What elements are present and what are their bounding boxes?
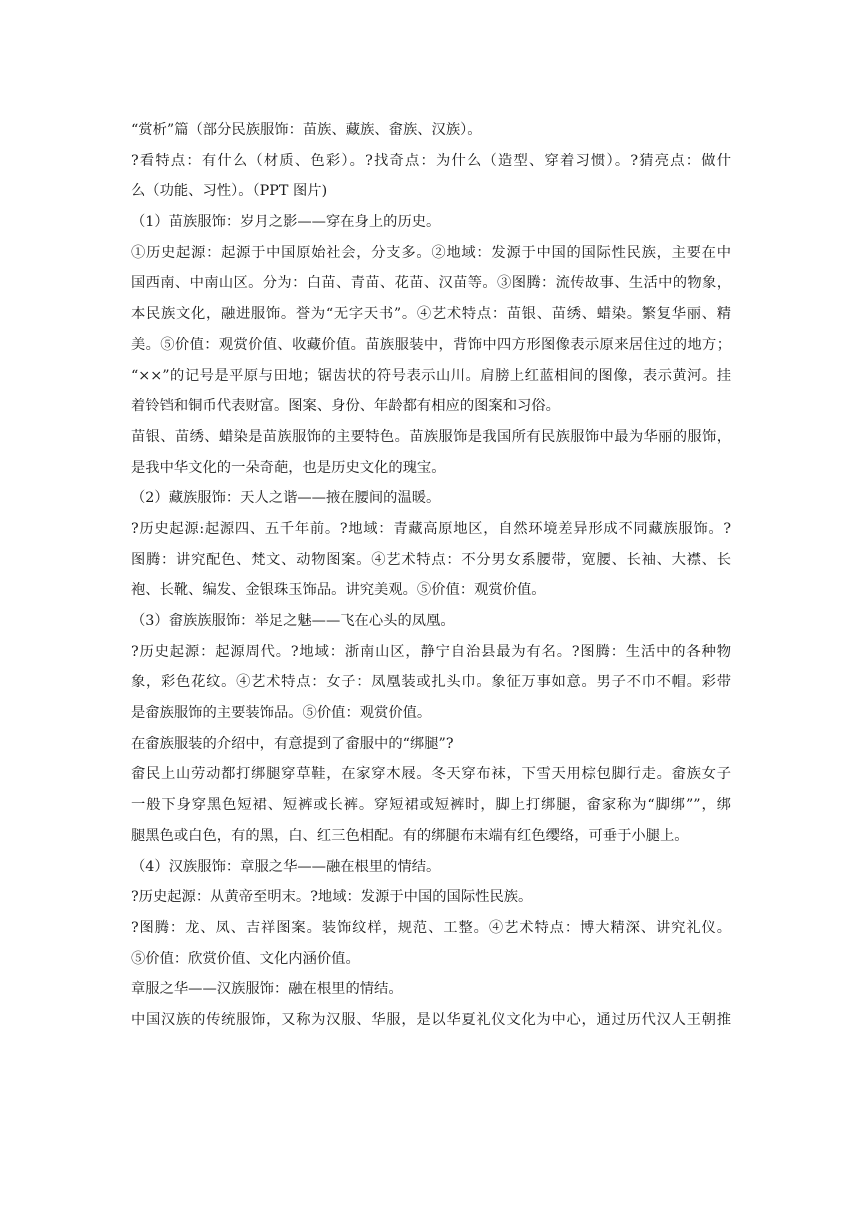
text-line: （3）畲族族服饰：举足之魅——飞在心头的凤凰。: [131, 613, 455, 629]
text-line: 图腾：讲究配色、梵文、动物图案。④艺术特点：不分男女系腰带，宽腰、长袖、大襟、长: [131, 551, 731, 568]
text-line: ?历史起源:起源四、五千年前。?地域：青藏高原地区，自然环境差异形成不同藏族服饰。?: [131, 520, 731, 537]
text-line: ①历史起源：起源于中国原始社会，分支多。②地域：发源于中国的国际性民族，主要在中: [131, 244, 731, 261]
text-line: 么（功能、习性）。（PPT 图片): [131, 183, 328, 200]
text-line: 腿黑色或白色，有的黑，白、红三色相配。有的绑腿布末端有红色缨络，可垂于小腿上。: [131, 827, 689, 844]
text-line: 是畲族服饰的主要装饰品。⑤价值：观赏价值。: [131, 705, 432, 722]
text-line: 中国汉族的传统服饰，又称为汉服、华服，是以华夏礼仪文化为中心，通过历代汉人王朝推: [131, 1011, 731, 1028]
text-line: 章服之华——汉族服饰：融在根里的情结。: [131, 981, 403, 998]
text-line: ?历史起源：从黄帝至明末。?地域：发源于中国的国际性民族。: [131, 889, 533, 906]
text-line: 象，彩色花纹。④艺术特点：女子：凤凰装或扎头巾。象征万事如意。男子不巾不帽。彩带: [131, 674, 731, 691]
document-body: [131, 115, 731, 1036]
text-line: 一般下身穿黑色短裙、短裤或长裤。穿短裙或短裤时，脚上打绑腿，畲家称为“脚绑””，绑: [131, 797, 731, 814]
text-line: （1）苗族服饰：岁月之影——穿在身上的历史。: [131, 214, 441, 231]
text-line: ?历史起源：起源周代。?地域：浙南山区，静宁自治县最为有名。?图腾：生活中的各种物: [131, 643, 731, 660]
text-line: ?图腾：龙、凤、吉祥图案。装饰纹样，规范、工整。④艺术特点：博大精深、讲究礼仪。: [131, 919, 731, 936]
text-line: 着铃铛和铜币代表财富。图案、身份、年龄都有相应的图案和习俗。: [131, 398, 560, 415]
text-line: “××”的记号是平原与田地；锯齿状的符号表示山川。肩膀上红蓝相间的图像，表示黄河。挂: [131, 367, 731, 384]
text-line: 美。⑤价值：观赏价值、收藏价值。苗族服装中，背饰中四方形图像表示原来居住过的地方；: [131, 336, 731, 353]
text-line: 是我中华文化的一朵奇葩，也是历史文化的瑰宝。: [131, 459, 446, 476]
text-line: 在畲族服装的介绍中，有意提到了畲服中的“绑腿”?: [131, 735, 454, 752]
text-line: （2）藏族服饰：天人之谐——掖在腰间的温暖。: [131, 490, 441, 507]
text-line: 畲民上山劳动都打绑腿穿草鞋，在家穿木屐。冬天穿布袜，下雪天用棕包脚行走。畲族女子: [131, 766, 731, 783]
text-line: 苗银、苗绣、蜡染是苗族服饰的主要特色。苗族服饰是我国所有民族服饰中最为华丽的服饰，: [131, 428, 731, 445]
text-line: 本民族文化，融进服饰。誉为“无字天书”。④艺术特点：苗银、苗绣、蜡染。繁复华丽、精: [131, 306, 731, 323]
text-line: 袍、长靴、编发、金银珠玉饰品。讲究美观。⑤价值：观赏价值。: [131, 582, 546, 599]
text-line: 国西南、中南山区。分为：白苗、青苗、花苗、汉苗等。③图腾：流传故事、生活中的物象，: [131, 275, 731, 292]
text-line: “赏析”篇（部分民族服饰：苗族、藏族、畲族、汉族）。: [131, 122, 482, 138]
text-line: ?看特点：有什么（材质、色彩）。?找奇点：为什么（造型、穿着习惯）。?猜亮点：做什: [131, 152, 731, 169]
text-line: ⑤价值：欣赏价值、文化内涵价值。: [131, 950, 360, 967]
text-line: （4）汉族服饰：章服之华——融在根里的情结。: [131, 858, 441, 875]
